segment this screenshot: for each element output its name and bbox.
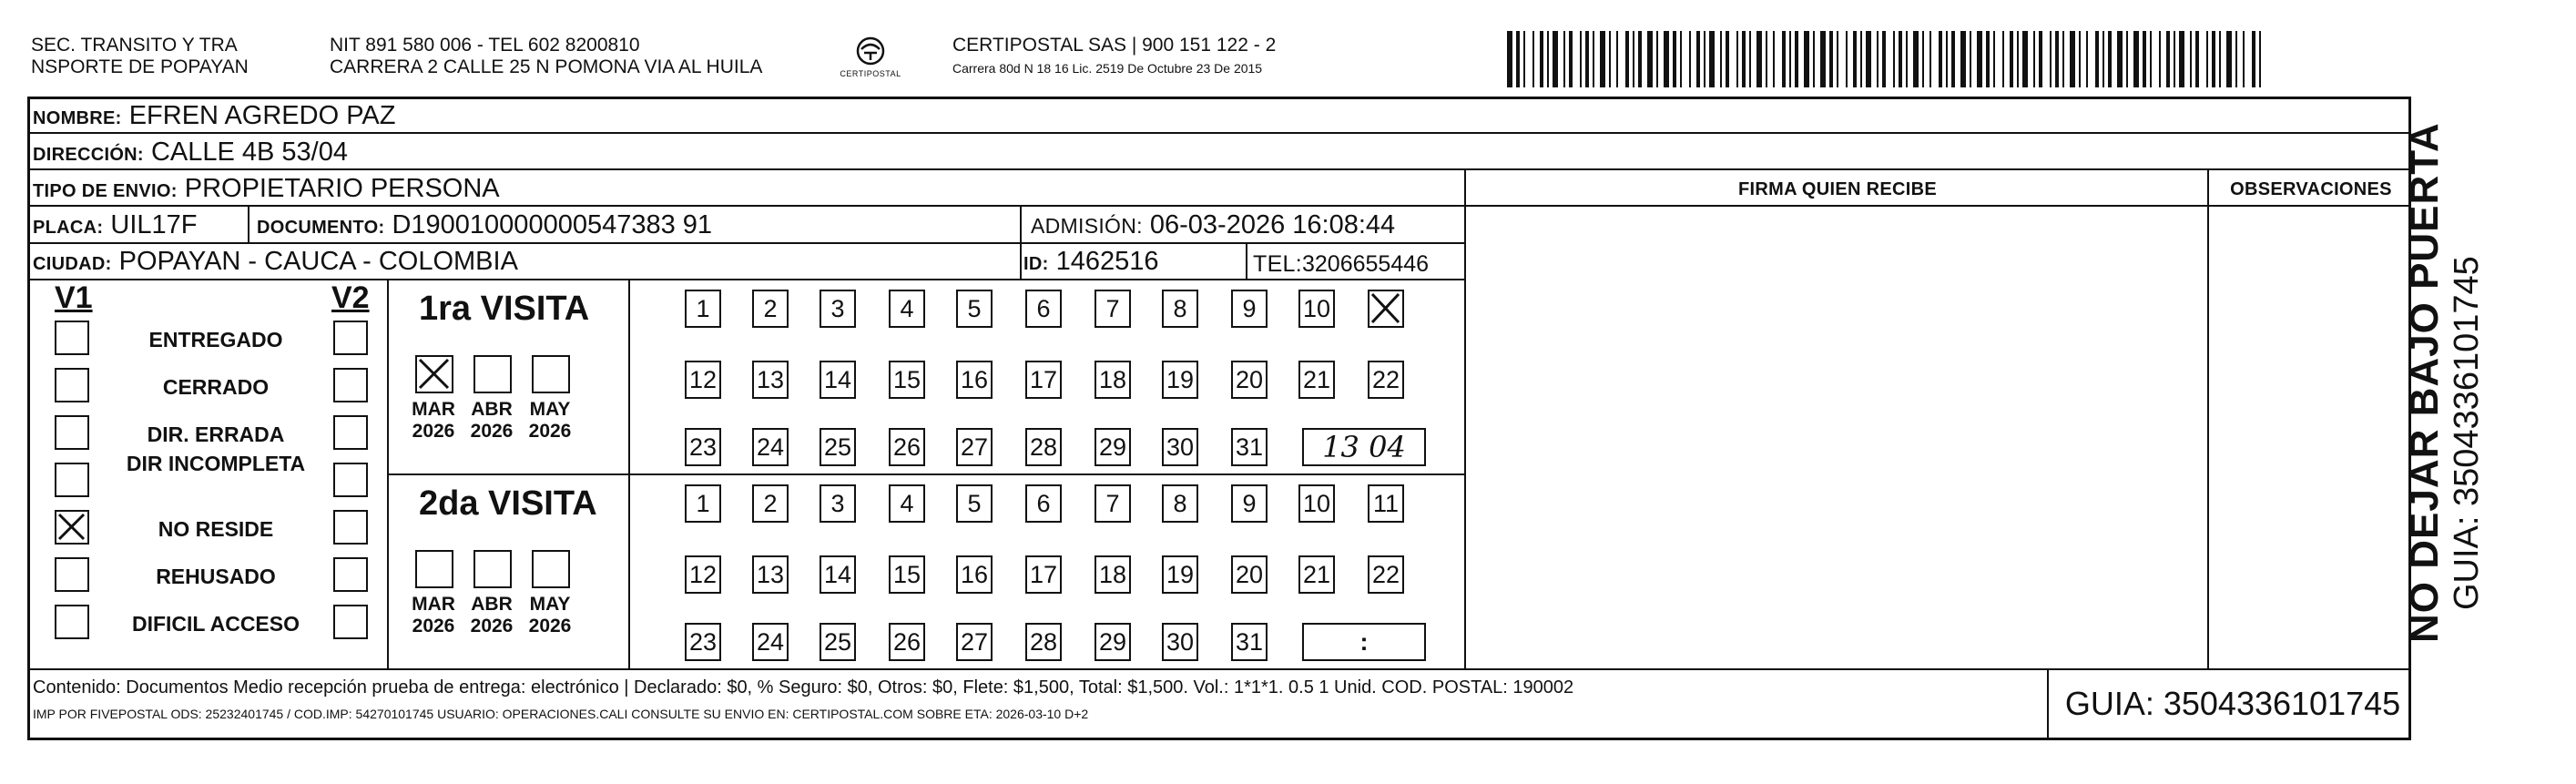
status-label: NO RESIDE	[158, 517, 274, 541]
barcode-bar	[1813, 31, 1815, 87]
day-box[interactable]: 12	[685, 361, 721, 399]
status-v2-checkbox[interactable]	[333, 368, 368, 402]
month-label: MAY	[529, 594, 571, 615]
barcode-bar	[2017, 31, 2019, 87]
footer-print-line: IMP POR FIVEPOSTAL ODS: 25232401745 / COD.IMP: 54270101745 USUARIO: OPERACIONES.CALI CONSULTE SU ENVIO EN: CERTIPOSTAL.COM SOBRE ETA: 2026-03-10 D+2	[33, 707, 1089, 721]
day-box[interactable]: 20	[1231, 361, 1268, 399]
month-label: ABR	[471, 594, 513, 615]
barcode-bar	[2219, 31, 2221, 87]
barcode-bar	[1532, 31, 1534, 87]
barcode-bar	[1638, 31, 1642, 87]
status-label: CERRADO	[162, 375, 270, 399]
month-checkbox-may[interactable]	[532, 550, 570, 588]
day-box[interactable]: 2	[752, 484, 789, 523]
month-checkbox-abr[interactable]	[473, 550, 512, 588]
day-box[interactable]: 7	[1095, 484, 1131, 523]
barcode-bar	[1795, 31, 1798, 87]
ciudad-value: POPAYAN - CAUCA - COLOMBIA	[118, 247, 518, 276]
day-box[interactable]: 6	[1025, 484, 1062, 523]
barcode-bar	[2010, 31, 2013, 87]
barcode-bar	[1977, 31, 1982, 87]
year-label: 2026	[528, 421, 572, 442]
barcode-bar	[1866, 31, 1871, 87]
day-box[interactable]: 23	[685, 428, 721, 466]
day-box[interactable]: 15	[889, 555, 925, 594]
barcode-bar	[1782, 31, 1786, 87]
year-label: 2026	[412, 421, 455, 442]
day-box[interactable]: 14	[820, 555, 856, 594]
year-label: 2026	[412, 616, 455, 636]
barcode-bar	[2055, 31, 2059, 87]
barcode-bar	[1540, 31, 1543, 87]
footer-guia: GUIA: 3504336101745	[2064, 685, 2401, 722]
status-label: ENTREGADO	[148, 328, 283, 351]
barcode-bar	[2117, 31, 2123, 87]
barcode-bar	[2159, 31, 2161, 87]
day-box[interactable]: 29	[1095, 623, 1131, 661]
day-box[interactable]: 31	[1231, 428, 1268, 466]
barcode-bar	[2079, 31, 2081, 87]
barcode-bar	[1625, 31, 1629, 87]
barcode-bar	[1986, 31, 1990, 87]
visit2-title: 2da VISITA	[419, 484, 597, 523]
barcode-bar	[2103, 31, 2104, 87]
placa-row	[33, 210, 198, 242]
ciudad-label: CIUDAD:	[33, 254, 112, 274]
barcode-bar	[2166, 31, 2170, 87]
x-check-mark	[56, 512, 87, 542]
day-box[interactable]: 8	[1162, 290, 1198, 328]
status-v2-checkbox[interactable]	[333, 605, 368, 639]
month-label: MAR	[412, 594, 455, 615]
barcode-bar	[1946, 31, 1948, 87]
direccion-row	[33, 137, 348, 169]
barcode-bar	[1647, 31, 1653, 87]
day-box[interactable]: 15	[889, 361, 925, 399]
day-box[interactable]: 25	[820, 623, 856, 661]
direccion-value: CALLE 4B 53/04	[150, 137, 348, 167]
v1-label: V1	[55, 280, 93, 315]
admision-label: ADMISIÓN:	[1031, 214, 1143, 238]
day-box[interactable]: 9	[1231, 290, 1268, 328]
day-box[interactable]: 1	[685, 484, 721, 523]
barcode-bar	[2002, 31, 2004, 87]
observaciones-header: OBSERVACIONES	[2230, 179, 2392, 199]
day-box[interactable]: 19	[1162, 361, 1198, 399]
day-box[interactable]: 17	[1025, 555, 1062, 594]
day-box[interactable]: 5	[956, 484, 993, 523]
signature-area[interactable]	[1468, 207, 2205, 667]
status-v1-checkbox[interactable]	[55, 557, 89, 592]
sender-line-2: NSPORTE DE POPAYAN	[31, 56, 249, 77]
barcode-bar	[1523, 31, 1525, 87]
barcode-bar	[1656, 31, 1658, 87]
day-box[interactable]: 26	[889, 623, 925, 661]
day-box[interactable]: 17	[1025, 361, 1062, 399]
day-box[interactable]: 24	[752, 428, 789, 466]
barcode-bar	[1569, 31, 1573, 87]
month-label: MAY	[529, 399, 571, 420]
day-box[interactable]: 21	[1298, 361, 1335, 399]
barcode-bar	[1609, 31, 1611, 87]
barcode-bar	[1970, 31, 1971, 87]
admision-value: 06-03-2026 16:08:44	[1149, 210, 1396, 239]
day-box[interactable]: 23	[685, 623, 721, 661]
day-box[interactable]: 7	[1095, 290, 1131, 328]
barcode-bar	[1680, 31, 1682, 87]
barcode-bar	[1726, 31, 1729, 87]
barcode-bar	[2206, 31, 2208, 87]
day-box[interactable]: 29	[1095, 428, 1131, 466]
day-box[interactable]: 14	[820, 361, 856, 399]
barcode-bar	[1563, 31, 1565, 87]
certipostal-logo	[834, 33, 907, 86]
barcode-bar	[1593, 31, 1594, 87]
handwritten-time: 13 04	[1322, 430, 1406, 464]
day-box[interactable]: 18	[1095, 555, 1131, 594]
barcode-bar	[1929, 31, 1931, 87]
barcode-bar	[1664, 31, 1669, 87]
documento-label: DOCUMENTO:	[257, 218, 385, 238]
status-v1-checkbox[interactable]	[55, 463, 89, 497]
barcode-bar	[1673, 31, 1676, 87]
barcode-bar	[1600, 31, 1605, 87]
barcode-bar	[2174, 31, 2175, 87]
barcode-bar	[2050, 31, 2052, 87]
barcode-bar	[1804, 31, 1809, 87]
barcode-bar	[2133, 31, 2139, 87]
day-box[interactable]: 3	[820, 484, 856, 523]
day-box[interactable]: 8	[1162, 484, 1198, 523]
admision-row	[1031, 210, 1395, 240]
day-box[interactable]: 21	[1298, 555, 1335, 594]
side-guia-text: GUIA: 3504336101745	[2448, 256, 2486, 610]
year-label: 2026	[470, 616, 514, 636]
barcode-bar	[2235, 31, 2237, 87]
tipo-label: TIPO DE ENVIO:	[33, 181, 178, 201]
month-checkbox-mar[interactable]	[415, 355, 453, 393]
documento-value: D190010000000547383 91	[392, 210, 713, 239]
day-box[interactable]: 27	[956, 623, 993, 661]
status-label: DIFICIL ACCESO	[131, 612, 300, 636]
barcode-bar	[2126, 31, 2128, 87]
day-box[interactable]: 13	[752, 361, 789, 399]
ciudad-row	[33, 247, 518, 279]
status-v1-checkbox[interactable]	[55, 368, 89, 402]
id-label: ID:	[1023, 254, 1049, 274]
barcode-bar	[2039, 31, 2042, 87]
year-label: 2026	[528, 616, 572, 636]
barcode-bar	[1860, 31, 1862, 87]
barcode-bar	[2070, 31, 2075, 87]
logo-text: CERTIPOSTAL	[840, 69, 901, 78]
status-label: DIR INCOMPLETA	[126, 452, 306, 475]
id-value: 1462516	[1055, 247, 1159, 276]
day-box[interactable]: 5	[956, 290, 993, 328]
month-checkbox-may[interactable]	[532, 355, 570, 393]
barcode-bar	[1689, 31, 1691, 87]
status-v1-checkbox[interactable]	[55, 415, 89, 450]
barcode-bar	[2150, 31, 2152, 87]
sender-line-1: SEC. TRANSITO Y TRA	[31, 35, 238, 56]
v2-label: V2	[331, 280, 370, 315]
barcode-bar	[1742, 31, 1746, 87]
barcode-bar	[1704, 31, 1705, 87]
barcode-bar	[2226, 31, 2232, 87]
barcode-bar	[1829, 31, 1833, 87]
barcode-bar	[1939, 31, 1942, 87]
barcode-bar	[1913, 31, 1919, 87]
status-v2-checkbox[interactable]	[333, 321, 368, 355]
barcode-bar	[2033, 31, 2035, 87]
day-box[interactable]: 12	[685, 555, 721, 594]
status-v2-checkbox[interactable]	[333, 415, 368, 450]
barcode-bar	[1899, 31, 1902, 87]
day-box[interactable]: 26	[889, 428, 925, 466]
nit-line-1: NIT 891 580 006 - TEL 602 8200810	[330, 35, 640, 56]
day-box[interactable]: 19	[1162, 555, 1198, 594]
day-box[interactable]: 28	[1025, 428, 1062, 466]
barcode-bar	[2179, 31, 2184, 87]
barcode-bar	[2143, 31, 2146, 87]
direccion-label: DIRECCIÓN:	[33, 145, 144, 165]
documento-row	[257, 210, 712, 242]
day-box[interactable]: 24	[752, 623, 789, 661]
nit-line-2: CARRERA 2 CALLE 25 N POMONA VIA AL HUILA	[330, 56, 763, 77]
x-check-mark	[417, 357, 451, 391]
observaciones-area[interactable]	[2211, 207, 2409, 667]
barcode-bar	[1993, 31, 1995, 87]
barcode-bar	[1846, 31, 1848, 87]
day-box[interactable]: 4	[889, 290, 925, 328]
time-box[interactable]	[1302, 623, 1426, 661]
barcode-bar	[2243, 31, 2245, 87]
barcode-bar	[1773, 31, 1775, 87]
day-box[interactable]: 18	[1095, 361, 1131, 399]
nombre-row	[33, 101, 395, 133]
day-box[interactable]: 27	[956, 428, 993, 466]
tel-label: TEL:	[1253, 251, 1302, 277]
barcode-bar	[1547, 31, 1549, 87]
barcode-bar	[1736, 31, 1738, 87]
month-label: MAR	[412, 399, 455, 420]
placa-label: PLACA:	[33, 218, 104, 238]
status-v2-checkbox[interactable]	[333, 510, 368, 545]
barcode-bar	[1580, 31, 1582, 87]
day-box[interactable]: 22	[1368, 555, 1404, 594]
tipo-row	[33, 174, 500, 206]
barcode-bar	[1960, 31, 1966, 87]
barcode-bar	[2212, 31, 2215, 87]
day-box[interactable]: 2	[752, 290, 789, 328]
barcode-bar	[2086, 31, 2088, 87]
barcode-bar	[2195, 31, 2199, 87]
barcode-bar	[1882, 31, 1886, 87]
day-box[interactable]: 10	[1298, 484, 1335, 523]
status-label: REHUSADO	[156, 565, 276, 588]
barcode-bar	[2252, 31, 2255, 87]
year-label: 2026	[470, 421, 514, 442]
no-dejar-bajo-puerta-text: NO DEJAR BAJO PUERTA	[2402, 122, 2447, 643]
barcode-bar	[2108, 31, 2112, 87]
barcode-bar	[2095, 31, 2099, 87]
day-box[interactable]: 28	[1025, 623, 1062, 661]
day-box[interactable]: 3	[820, 290, 856, 328]
placa-value: UIL17F	[110, 210, 198, 239]
day-box[interactable]: 30	[1162, 428, 1198, 466]
time-box[interactable]	[1302, 428, 1426, 466]
barcode-bar	[1709, 31, 1715, 87]
barcode-bar	[1820, 31, 1826, 87]
month-checkbox-abr[interactable]	[473, 355, 512, 393]
day-box[interactable]: 30	[1162, 623, 1198, 661]
day-box[interactable]: 1	[685, 290, 721, 328]
day-box[interactable]: 4	[889, 484, 925, 523]
barcode-bar	[1922, 31, 1924, 87]
company-line-1: CERTIPOSTAL SAS | 900 151 122 - 2	[952, 35, 1277, 56]
barcode-bar	[1951, 31, 1955, 87]
firma-header: FIRMA QUIEN RECIBE	[1738, 179, 1937, 199]
status-label: DIR. ERRADA	[147, 423, 285, 446]
barcode-bar	[1696, 31, 1700, 87]
tipo-value: PROPIETARIO PERSONA	[184, 174, 500, 203]
nombre-label: NOMBRE:	[33, 108, 122, 128]
day-box[interactable]: 22	[1368, 361, 1404, 399]
status-v2-checkbox[interactable]	[333, 557, 368, 592]
barcode-bar	[1906, 31, 1908, 87]
footer-content-line: Contenido: Documentos Medio recepción prueba de entrega: electrónico | Declarado: $0, % Seguro: $0, Otros: $0, Flete: $1,500, Total: $1,500. Vol.: 1*1*1. 0.5 1 Unid. COD. POSTAL: 190002	[33, 677, 1574, 697]
day-box[interactable]: 10	[1298, 290, 1335, 328]
tel-row	[1253, 249, 1429, 279]
day-box[interactable]: 9	[1231, 484, 1268, 523]
day-box[interactable]: 16	[956, 555, 993, 594]
visit1-title: 1ra VISITA	[419, 290, 590, 328]
barcode-bar	[1893, 31, 1895, 87]
barcode-bar	[1837, 31, 1838, 87]
barcode-bar	[2022, 31, 2028, 87]
day-box[interactable]: 16	[956, 361, 993, 399]
barcode-bar	[1853, 31, 1857, 87]
day-box[interactable]: 20	[1231, 555, 1268, 594]
status-v1-checkbox[interactable]	[55, 321, 89, 355]
barcode-bar	[1749, 31, 1751, 87]
barcode-bar	[1789, 31, 1791, 87]
day-box[interactable]: 11	[1368, 484, 1404, 523]
time-placeholder: :	[1359, 628, 1369, 656]
barcode-bar	[2190, 31, 2192, 87]
month-label: ABR	[471, 399, 513, 420]
barcode-bar	[1553, 31, 1558, 87]
nombre-value: EFREN AGREDO PAZ	[128, 101, 396, 130]
status-v1-checkbox[interactable]	[55, 510, 89, 545]
barcode-bar	[1516, 31, 1520, 87]
day-box[interactable]	[1368, 290, 1404, 328]
month-checkbox-mar[interactable]	[415, 550, 453, 588]
day-box[interactable]: 13	[752, 555, 789, 594]
day-box[interactable]: 6	[1025, 290, 1062, 328]
id-row	[1023, 247, 1159, 279]
barcode-bar	[2062, 31, 2064, 87]
tel-value: 3206655446	[1302, 251, 1430, 277]
day-box[interactable]: 31	[1231, 623, 1268, 661]
barcode-bar	[2259, 31, 2261, 87]
barcode-bar	[1877, 31, 1879, 87]
barcode-bar	[1507, 31, 1512, 87]
status-v1-checkbox[interactable]	[55, 605, 89, 639]
barcode-bar	[1756, 31, 1762, 87]
barcode	[1507, 31, 2263, 87]
barcode-bar	[1720, 31, 1722, 87]
company-line-2: Carrera 80d N 18 16 Lic. 2519 De Octubre 23 De 2015	[952, 61, 1263, 76]
barcode-bar	[1633, 31, 1634, 87]
barcode-bar	[1766, 31, 1767, 87]
status-v2-checkbox[interactable]	[333, 463, 368, 497]
barcode-bar	[1585, 31, 1589, 87]
day-box[interactable]: 25	[820, 428, 856, 466]
x-check-mark	[1369, 291, 1401, 325]
barcode-bar	[1616, 31, 1618, 87]
